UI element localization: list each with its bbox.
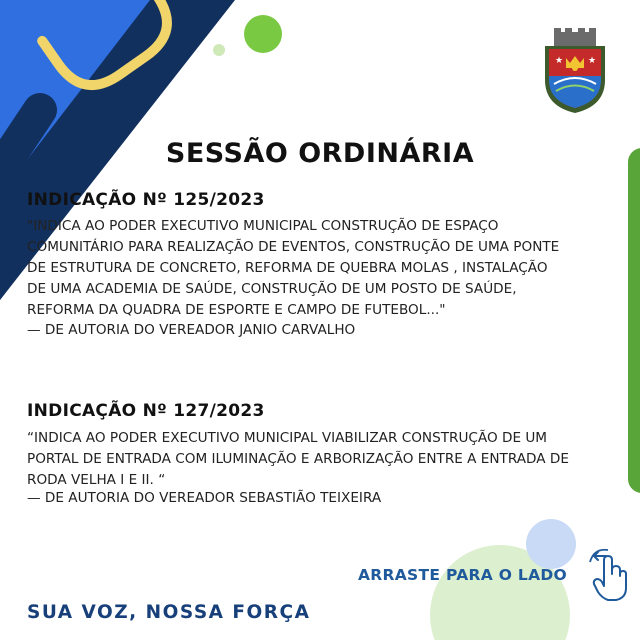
small-green-dot [213,44,225,56]
slogan: SUA VOZ, NOSSA FORÇA [27,602,311,623]
indication-2-author: — DE AUTORIA DO VEREADOR SEBASTIÃO TEIXEIRA [27,490,382,506]
page-title: SESSÃO ORDINÁRIA [165,138,475,169]
swipe-label[interactable]: ARRASTE PARA O LADO [358,566,568,584]
indication-1-heading: INDICAÇÃO Nº 125/2023 [27,190,265,210]
bottom-blue-circle [526,519,576,569]
svg-text:★: ★ [588,56,597,66]
indication-2-heading: INDICAÇÃO Nº 127/2023 [27,401,265,421]
indication-1-text: "INDICA AO PODER EXECUTIVO MUNICIPAL CONSTRUÇÃO DE ESPAÇO COMUNITÁRIO PARA REALIZAÇÃO DE EVENTOS, CONSTRUÇÃO DE UMA PONTE DE ESTRUTURA DE CONCRETO, REFORMA DE QUEBRA MOLAS , INSTALAÇÃO DE UMA ACADEMIA DE SAÚDE, CONSTRUÇÃO DE UM POSTO DE SAÚDE, REFORMA DA QUADRA DE ESPORTE E CAMPO DE FUTEBOL..." [27,218,560,318]
indication-1-author: — DE AUTORIA DO VEREADOR JANIO CARVALHO [27,322,356,338]
green-dot [244,15,282,53]
indication-2-text: “INDICA AO PODER EXECUTIVO MUNICIPAL VIABILIZAR CONSTRUÇÃO DE UM PORTAL DE ENTRADA COM ILUMINAÇÃO E ARBORIZAÇÃO ENTRE A ENTRADA DE RODA VELHA I E II. “ [27,430,569,488]
municipal-crest-icon [540,28,610,114]
side-green-bar [628,148,640,493]
svg-text:★: ★ [555,56,564,66]
swipe-hand-icon[interactable] [588,546,630,602]
